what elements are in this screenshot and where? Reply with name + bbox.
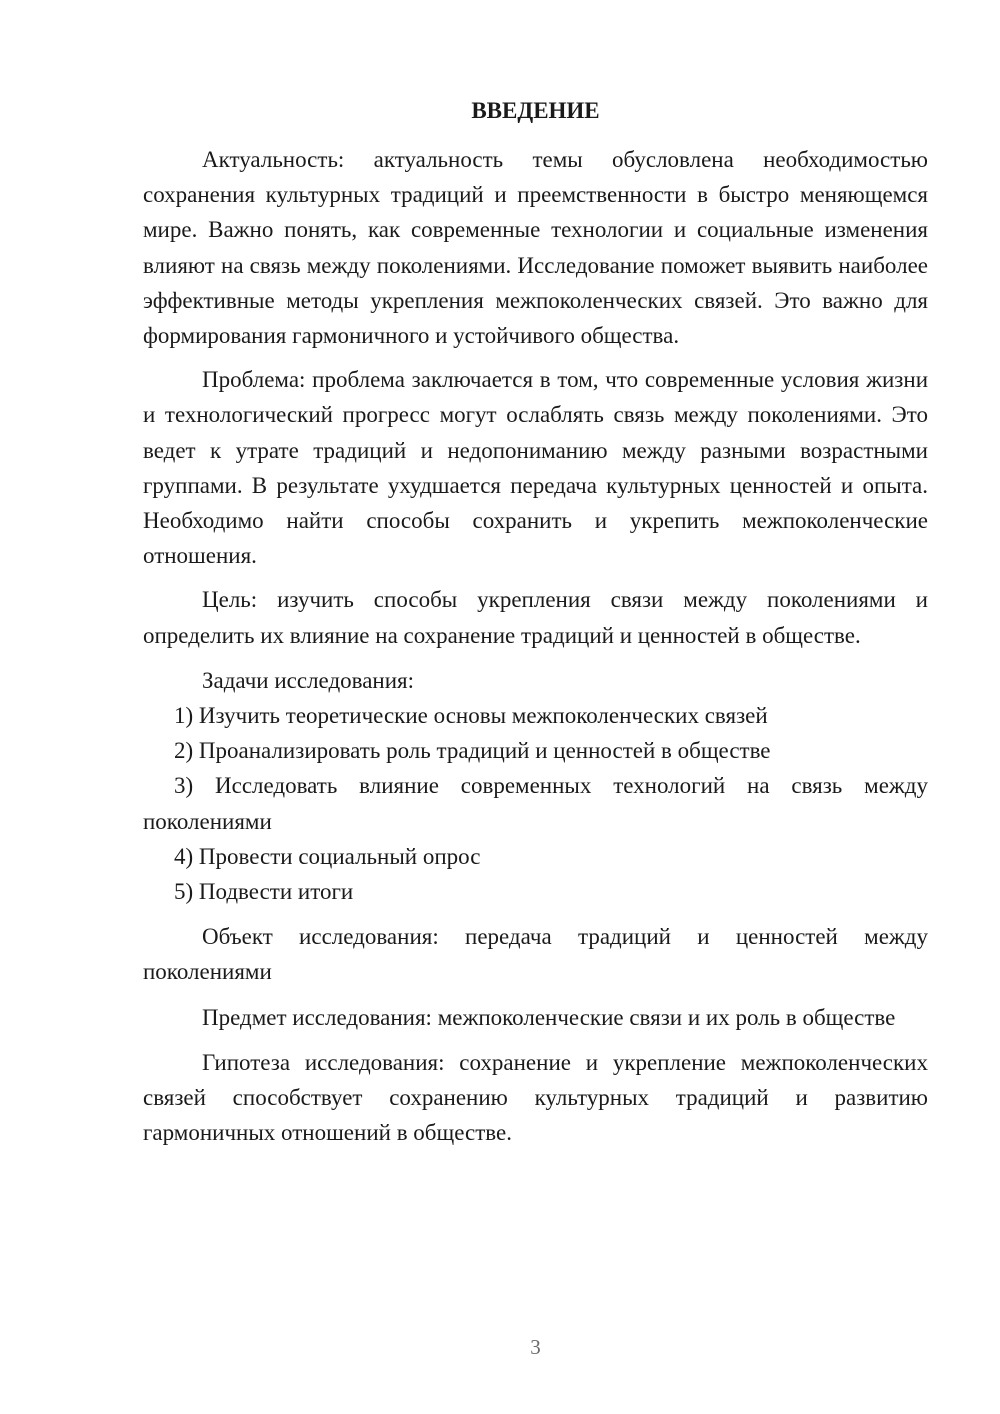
list-item: 2) Проанализировать роль традиций и ценностей в обществе <box>174 738 771 764</box>
document-page <box>143 0 928 1414</box>
tasks-list <box>143 698 928 909</box>
tasks-heading: Задачи исследования: <box>202 667 415 693</box>
document-body <box>143 142 928 1150</box>
list-item: 1) Изучить теоретические основы межпоколенческих связей <box>174 703 768 729</box>
hypothesis-paragraph: Гипотеза исследования: сохранение и укрепление межпоколенческих связей способствует сохранению культурных традиций и развитию гармоничных отношений в обществе. <box>143 1049 928 1146</box>
page-number: 3 <box>530 1335 541 1359</box>
page-title: ВВЕДЕНИЕ <box>471 98 600 123</box>
subject-paragraph: Предмет исследования: межпоколенческие связи и их роль в обществе <box>202 1004 896 1030</box>
list-item: 3) Исследовать влияние современных технологий на связь между поколениями <box>143 773 928 834</box>
list-item: 4) Провести социальный опрос <box>174 843 481 869</box>
object-paragraph: Объект исследования: передача традиций и ценностей между поколениями <box>143 924 928 985</box>
problem-paragraph: Проблема: проблема заключается в том, что современные условия жизни и технологический прогресс могут ослаблять связь между поколениями. Это ведет к утрате традиций и недопониманию между разными возрастными группами. В результате ухудшается передача культурных ценностей и опыта. Необходимо найти способы сохранить и укрепить межпоколенческие отношения. <box>143 367 928 569</box>
relevance-paragraph: Актуальность: актуальность темы обусловлена необходимостью сохранения культурных традиций и преемственности в быстро меняющемся мире. Важно понять, как современные технологии и социальные изменения влияют на связь между поколениями. Исследование поможет выявить наиболее эффективные методы укрепления межпоколенческих связей. Это важно для формирования гармоничного и устойчивого общества. <box>143 147 928 349</box>
list-item: 5) Подвести итоги <box>174 879 354 905</box>
goal-paragraph: Цель: изучить способы укрепления связи между поколениями и определить их влияние на сохранение традиций и ценностей в обществе. <box>143 587 928 648</box>
